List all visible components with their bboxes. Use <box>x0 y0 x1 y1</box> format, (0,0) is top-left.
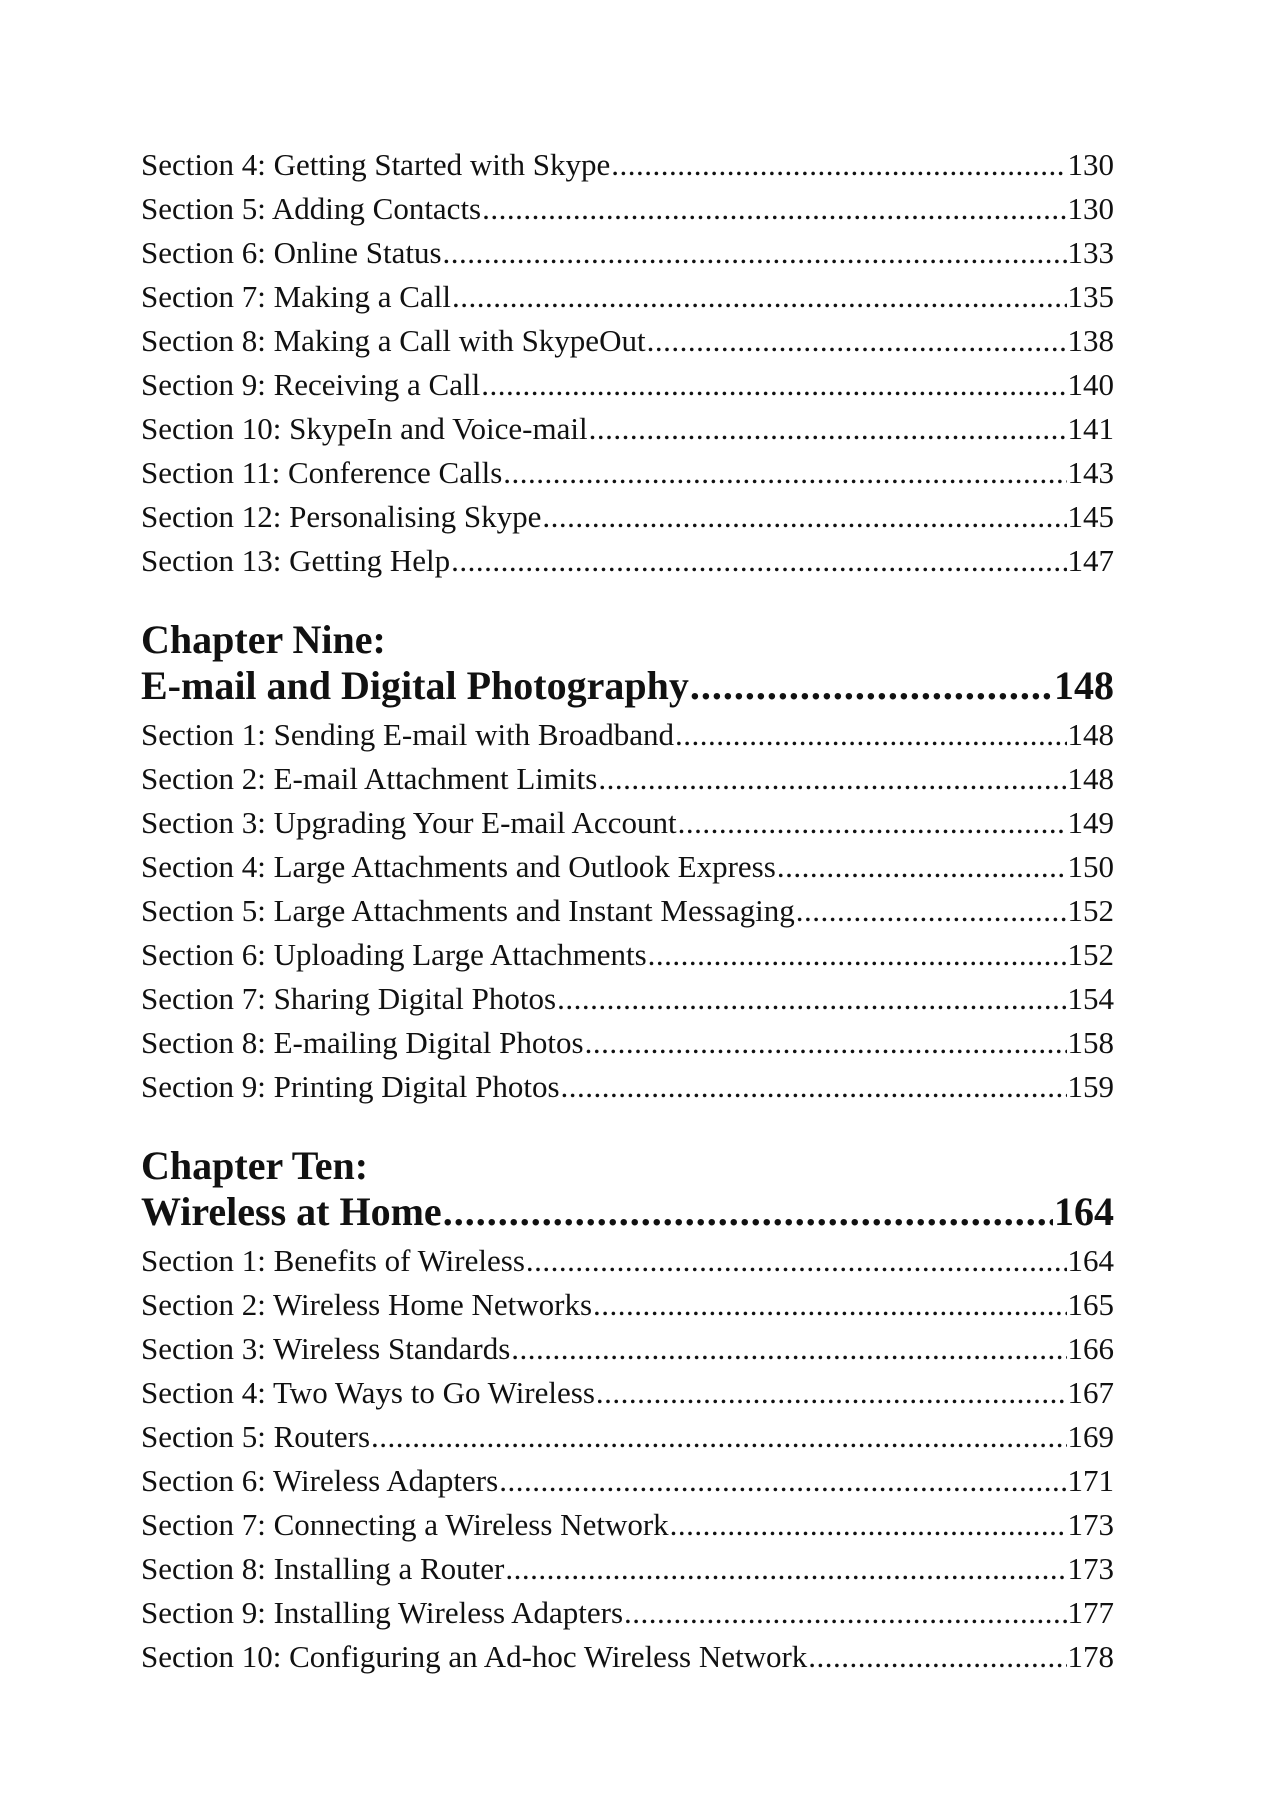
toc-entry-title: Section 4: Getting Started with Skype <box>141 147 611 182</box>
toc-entry-title: Section 2: E-mail Attachment Limits <box>141 761 598 796</box>
toc-entry-title: Section 4: Large Attachments and Outlook Express <box>141 849 776 884</box>
toc-entry-page: 177 <box>1067 1595 1114 1630</box>
toc-entry-title: Section 12: Personalising Skype <box>141 499 542 534</box>
dot-leader <box>678 801 1067 845</box>
toc-entry[interactable] <box>141 1591 1114 1635</box>
chapter-label: Chapter Ten: <box>141 1143 369 1188</box>
chapter-title: Wireless at Home <box>141 1189 442 1234</box>
toc-entry-title: Section 2: Wireless Home Networks <box>141 1287 593 1322</box>
toc-entry-page: 140 <box>1067 367 1114 402</box>
dot-leader <box>542 495 1066 539</box>
toc-entry[interactable] <box>141 451 1114 495</box>
dot-leader <box>371 1415 1066 1459</box>
toc-entry-page: 150 <box>1067 849 1114 884</box>
toc-entry-title: Section 6: Uploading Large Attachments <box>141 937 647 972</box>
toc-entry-page: 135 <box>1067 279 1114 314</box>
toc-entry-title: Section 4: Two Ways to Go Wireless <box>141 1375 595 1410</box>
dot-leader <box>505 1547 1066 1591</box>
intro-section-list <box>141 143 1114 583</box>
toc-entry-page: 178 <box>1067 1639 1114 1674</box>
dot-leader <box>598 757 1066 801</box>
toc-entry[interactable] <box>141 1021 1114 1065</box>
dot-leader <box>481 363 1066 407</box>
dot-leader <box>670 1503 1067 1547</box>
toc-entry-title: Section 3: Wireless Standards <box>141 1331 511 1366</box>
toc-entry[interactable] <box>141 1065 1114 1109</box>
toc-entry-title: Section 7: Sharing Digital Photos <box>141 981 557 1016</box>
dot-leader <box>589 407 1067 451</box>
toc-entry-title: Section 5: Adding Contacts <box>141 191 482 226</box>
chapter-heading <box>141 1143 1114 1235</box>
chapter-title-row[interactable] <box>141 663 1114 709</box>
toc-entry[interactable] <box>141 1239 1114 1283</box>
dot-leader <box>511 1327 1066 1371</box>
toc-entry-page: 143 <box>1067 455 1114 490</box>
toc-entry[interactable] <box>141 143 1114 187</box>
dot-leader <box>611 143 1066 187</box>
toc-entry-title: Section 11: Conference Calls <box>141 455 503 490</box>
toc-entry-title: Section 5: Routers <box>141 1419 371 1454</box>
chapter-section-list <box>141 713 1114 1109</box>
chapter-title: E-mail and Digital Photography <box>141 663 689 708</box>
toc-entry-title: Section 8: E-mailing Digital Photos <box>141 1025 584 1060</box>
toc-entry[interactable] <box>141 363 1114 407</box>
toc-entry-page: 145 <box>1067 499 1114 534</box>
toc-entry-page: 165 <box>1067 1287 1114 1322</box>
chapter-page: 164 <box>1054 1189 1114 1234</box>
chapter-label: Chapter Nine: <box>141 617 386 662</box>
toc-entry-page: 171 <box>1067 1463 1114 1498</box>
toc-entry[interactable] <box>141 977 1114 1021</box>
toc-entry[interactable] <box>141 1503 1114 1547</box>
toc-entry[interactable] <box>141 407 1114 451</box>
toc-entry-title: Section 7: Making a Call <box>141 279 451 314</box>
dot-leader <box>648 933 1067 977</box>
dot-leader <box>596 1371 1067 1415</box>
dot-leader <box>647 319 1067 363</box>
toc-entry-page: 169 <box>1067 1419 1114 1454</box>
toc-entry[interactable] <box>141 845 1114 889</box>
toc-entry[interactable] <box>141 1371 1114 1415</box>
toc-entry-title: Section 3: Upgrading Your E-mail Account <box>141 805 677 840</box>
toc-entry-title: Section 8: Installing a Router <box>141 1551 505 1586</box>
toc-entry-title: Section 10: SkypeIn and Voice-mail <box>141 411 588 446</box>
dot-leader <box>443 231 1067 275</box>
toc-entry[interactable] <box>141 1459 1114 1503</box>
toc-entry-page: 154 <box>1067 981 1114 1016</box>
dot-leader <box>624 1591 1066 1635</box>
toc-entry-page: 133 <box>1067 235 1114 270</box>
dot-leader <box>503 451 1066 495</box>
toc-page <box>141 143 1114 1679</box>
toc-entry-title: Section 1: Benefits of Wireless <box>141 1243 525 1278</box>
toc-entry[interactable] <box>141 187 1114 231</box>
dot-leader <box>557 977 1066 1021</box>
toc-entry[interactable] <box>141 757 1114 801</box>
chapter-heading <box>141 617 1114 709</box>
toc-entry-title: Section 8: Making a Call with SkypeOut <box>141 323 646 358</box>
dot-leader <box>561 1065 1067 1109</box>
dot-leader <box>585 1021 1067 1065</box>
toc-entry-page: 148 <box>1067 761 1114 796</box>
dot-leader <box>808 1635 1066 1679</box>
toc-entry-page: 141 <box>1067 411 1114 446</box>
toc-entry-page: 152 <box>1067 893 1114 928</box>
toc-entry-title: Section 6: Online Status <box>141 235 442 270</box>
chapter-section-list <box>141 1239 1114 1679</box>
dot-leader <box>526 1239 1067 1283</box>
toc-entry-title: Section 13: Getting Help <box>141 543 451 578</box>
toc-entry-title: Section 7: Connecting a Wireless Network <box>141 1507 669 1542</box>
toc-entry-page: 138 <box>1067 323 1114 358</box>
toc-entry[interactable] <box>141 275 1114 319</box>
toc-entry[interactable] <box>141 1635 1114 1679</box>
toc-entry-page: 167 <box>1067 1375 1114 1410</box>
toc-entry-page: 158 <box>1067 1025 1114 1060</box>
dot-leader <box>690 663 1053 709</box>
dot-leader <box>451 539 1066 583</box>
toc-entry-title: Section 10: Configuring an Ad-hoc Wireless Network <box>141 1639 808 1674</box>
toc-entry[interactable] <box>141 933 1114 977</box>
toc-entry-page: 164 <box>1067 1243 1114 1278</box>
toc-entry-title: Section 9: Installing Wireless Adapters <box>141 1595 624 1630</box>
dot-leader <box>452 275 1067 319</box>
toc-entry[interactable] <box>141 539 1114 583</box>
toc-entry[interactable] <box>141 1415 1114 1459</box>
dot-leader <box>499 1459 1066 1503</box>
chapter-page: 148 <box>1054 663 1114 708</box>
toc-entry-title: Section 5: Large Attachments and Instant Messaging <box>141 893 795 928</box>
toc-entry-title: Section 6: Wireless Adapters <box>141 1463 499 1498</box>
toc-entry[interactable] <box>141 319 1114 363</box>
toc-entry-page: 152 <box>1067 937 1114 972</box>
dot-leader <box>482 187 1066 231</box>
toc-entry-page: 130 <box>1067 191 1114 226</box>
toc-entry[interactable] <box>141 231 1114 275</box>
toc-entry-page: 149 <box>1067 805 1114 840</box>
toc-entry[interactable] <box>141 1547 1114 1591</box>
toc-entry[interactable] <box>141 713 1114 757</box>
toc-entry-title: Section 9: Receiving a Call <box>141 367 481 402</box>
toc-entry[interactable] <box>141 801 1114 845</box>
toc-entry-page: 130 <box>1067 147 1114 182</box>
toc-entry-page: 173 <box>1067 1551 1114 1586</box>
toc-entry-page: 147 <box>1067 543 1114 578</box>
toc-entry[interactable] <box>141 495 1114 539</box>
toc-entry-title: Section 1: Sending E-mail with Broadband <box>141 717 674 752</box>
toc-entry-page: 166 <box>1067 1331 1114 1366</box>
dot-leader <box>777 845 1067 889</box>
dot-leader <box>796 889 1067 933</box>
dot-leader <box>675 713 1067 757</box>
toc-entry-page: 173 <box>1067 1507 1114 1542</box>
toc-entry[interactable] <box>141 889 1114 933</box>
toc-entry[interactable] <box>141 1327 1114 1371</box>
chapter-title-row[interactable] <box>141 1189 1114 1235</box>
dot-leader <box>593 1283 1066 1327</box>
toc-entry[interactable] <box>141 1283 1114 1327</box>
toc-entry-page: 159 <box>1067 1069 1114 1104</box>
toc-entry-page: 148 <box>1067 717 1114 752</box>
toc-entry-title: Section 9: Printing Digital Photos <box>141 1069 560 1104</box>
dot-leader <box>443 1189 1053 1235</box>
